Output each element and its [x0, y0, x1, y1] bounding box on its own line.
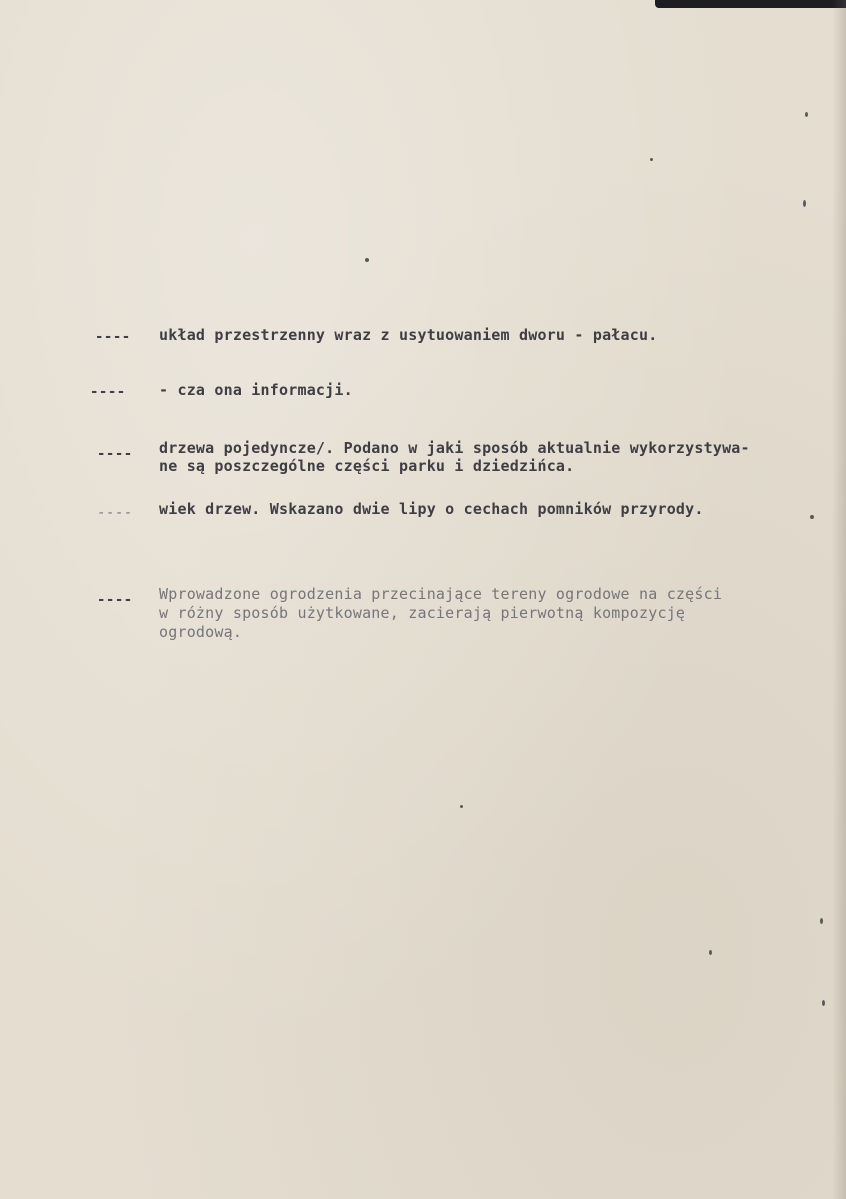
scan-edge-shadow — [655, 0, 846, 8]
item-marker: ---- — [97, 446, 133, 462]
paper-speck — [803, 200, 806, 207]
item-marker: ---- — [97, 592, 133, 608]
item-line: drzewa pojedyncze/. Podano w jaki sposób aktualnie wykorzystywa- — [159, 439, 750, 457]
item-line: ogrodową. — [159, 623, 243, 641]
item-marker: ---- — [90, 384, 126, 400]
paper-speck — [810, 515, 814, 519]
item-marker: ---- — [95, 329, 131, 345]
paper-speck — [460, 805, 463, 808]
paper-speck — [650, 158, 653, 161]
item-line: - cza ona informacji. — [159, 381, 353, 399]
item-line: Wprowadzone ogrodzenia przecinające tereny ogrodowe na części — [159, 585, 723, 603]
page-edge — [832, 0, 846, 1199]
item-line: układ przestrzenny wraz z usytuowaniem dworu - pałacu. — [159, 326, 658, 344]
paper-speck — [820, 918, 823, 924]
item-line: ne są poszczególne części parku i dziedzińca. — [159, 457, 575, 475]
paper-speck — [709, 950, 712, 955]
paper-speck — [365, 258, 369, 262]
item-line: w różny sposób użytkowane, zacierają pierwotną kompozycję — [159, 604, 686, 622]
item-line: wiek drzew. Wskazano dwie lipy o cechach pomników przyrody. — [159, 500, 704, 518]
paper-speck — [822, 1000, 825, 1006]
paper-speck — [805, 112, 808, 117]
item-marker: ---- — [97, 505, 133, 521]
